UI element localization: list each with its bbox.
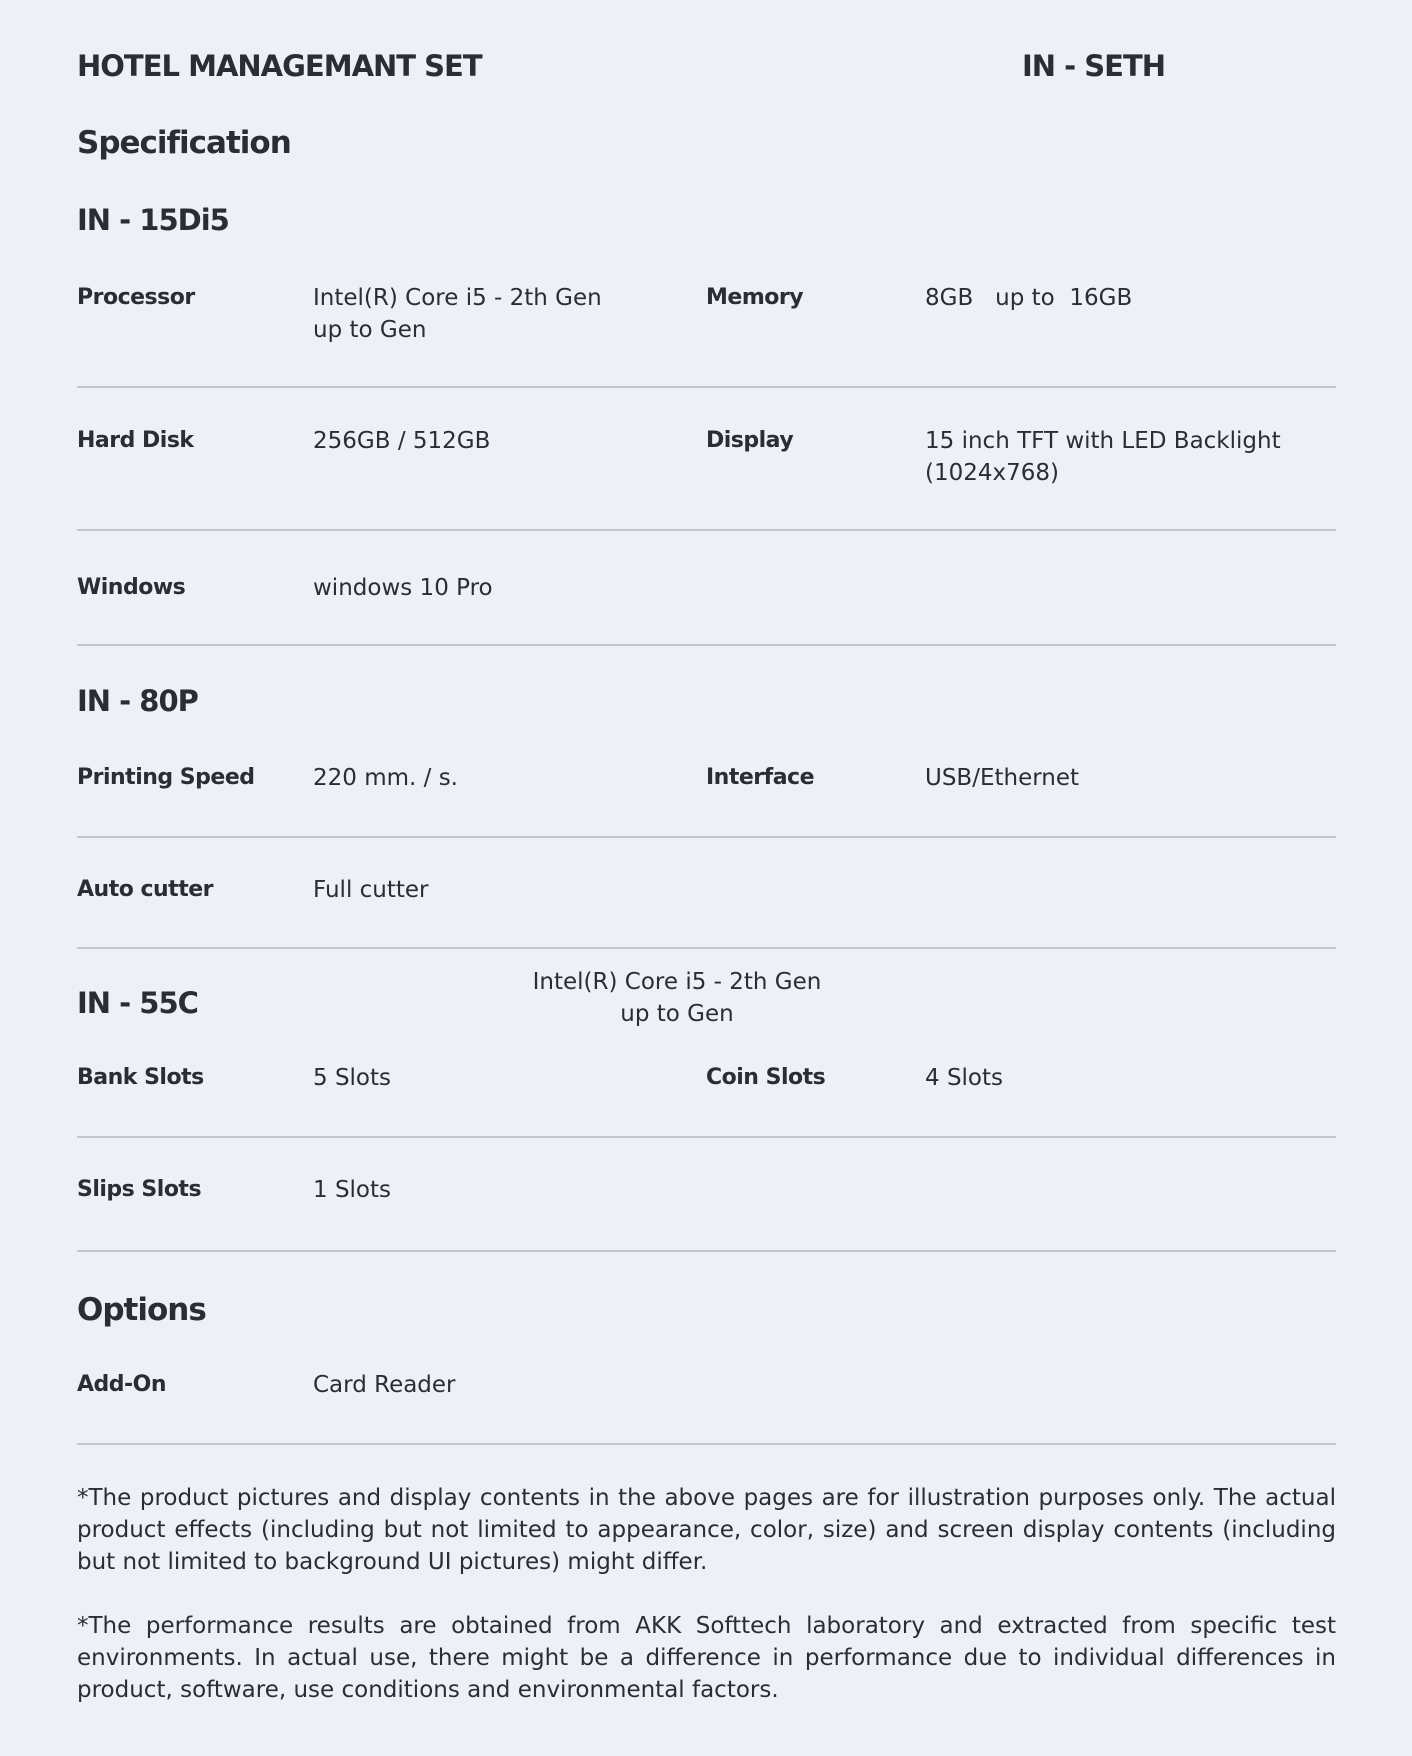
disclaimer-illustration: *The product pictures and display contents in the above pages are for illustration purposes only. The actual product effects (including but not limited to appearance, color, size) and screen display contents (including but not limited to background UI pictures) might differ.: [77, 1485, 1336, 1575]
divider: [77, 1136, 1336, 1138]
cash-drawer-model-heading: IN - 55C: [77, 986, 198, 1020]
slips-slots-label: Slips Slots: [77, 1177, 202, 1202]
product-set-title: HOTEL MANAGEMANT SET: [77, 49, 482, 83]
printing-speed-value: 220 mm. / s.: [313, 765, 458, 791]
addon-value: Card Reader: [313, 1372, 456, 1398]
addon-label: Add-On: [77, 1372, 167, 1397]
specification-heading: Specification: [77, 125, 291, 161]
memory-value: 8GB up to 16GB: [925, 285, 1133, 311]
coin-slots-value: 4 Slots: [925, 1065, 1004, 1091]
windows-label: Windows: [77, 575, 186, 600]
divider: [77, 1250, 1336, 1252]
display-value: 15 inch TFT with LED Backlight (1024x768): [925, 428, 1281, 486]
divider: [77, 386, 1336, 388]
divider: [77, 836, 1336, 838]
disclaimer-performance: *The performance results are obtained from AKK Softtech laboratory and extracted from specific test environments. In actual use, there might be a difference in performance due to individual differences in product, software, use conditions and environmental factors.: [77, 1613, 1336, 1703]
divider: [77, 947, 1336, 949]
harddisk-value: 256GB / 512GB: [313, 428, 491, 454]
product-set-model: IN - SETH: [1022, 49, 1166, 83]
bank-slots-value: 5 Slots: [313, 1065, 392, 1091]
printer-model-heading: IN - 80P: [77, 684, 198, 718]
auto-cutter-label: Auto cutter: [77, 877, 213, 902]
divider: [77, 529, 1336, 531]
coin-slots-label: Coin Slots: [706, 1065, 826, 1090]
stray-processor-note: Intel(R) Core i5 - 2th Gen up to Gen: [532, 969, 822, 1027]
divider: [77, 644, 1336, 646]
processor-value: Intel(R) Core i5 - 2th Gen up to Gen: [313, 285, 602, 343]
pc-model-heading: IN - 15Di5: [77, 203, 229, 237]
harddisk-label: Hard Disk: [77, 428, 194, 453]
display-label: Display: [706, 428, 794, 453]
slips-slots-value: 1 Slots: [313, 1177, 392, 1203]
auto-cutter-value: Full cutter: [313, 877, 429, 903]
bank-slots-label: Bank Slots: [77, 1065, 204, 1090]
interface-label: Interface: [706, 765, 815, 790]
processor-label: Processor: [77, 285, 195, 310]
windows-value: windows 10 Pro: [313, 575, 493, 601]
options-heading: Options: [77, 1292, 206, 1328]
printing-speed-label: Printing Speed: [77, 765, 255, 790]
memory-label: Memory: [706, 285, 804, 310]
divider: [77, 1443, 1336, 1445]
interface-value: USB/Ethernet: [925, 765, 1080, 791]
